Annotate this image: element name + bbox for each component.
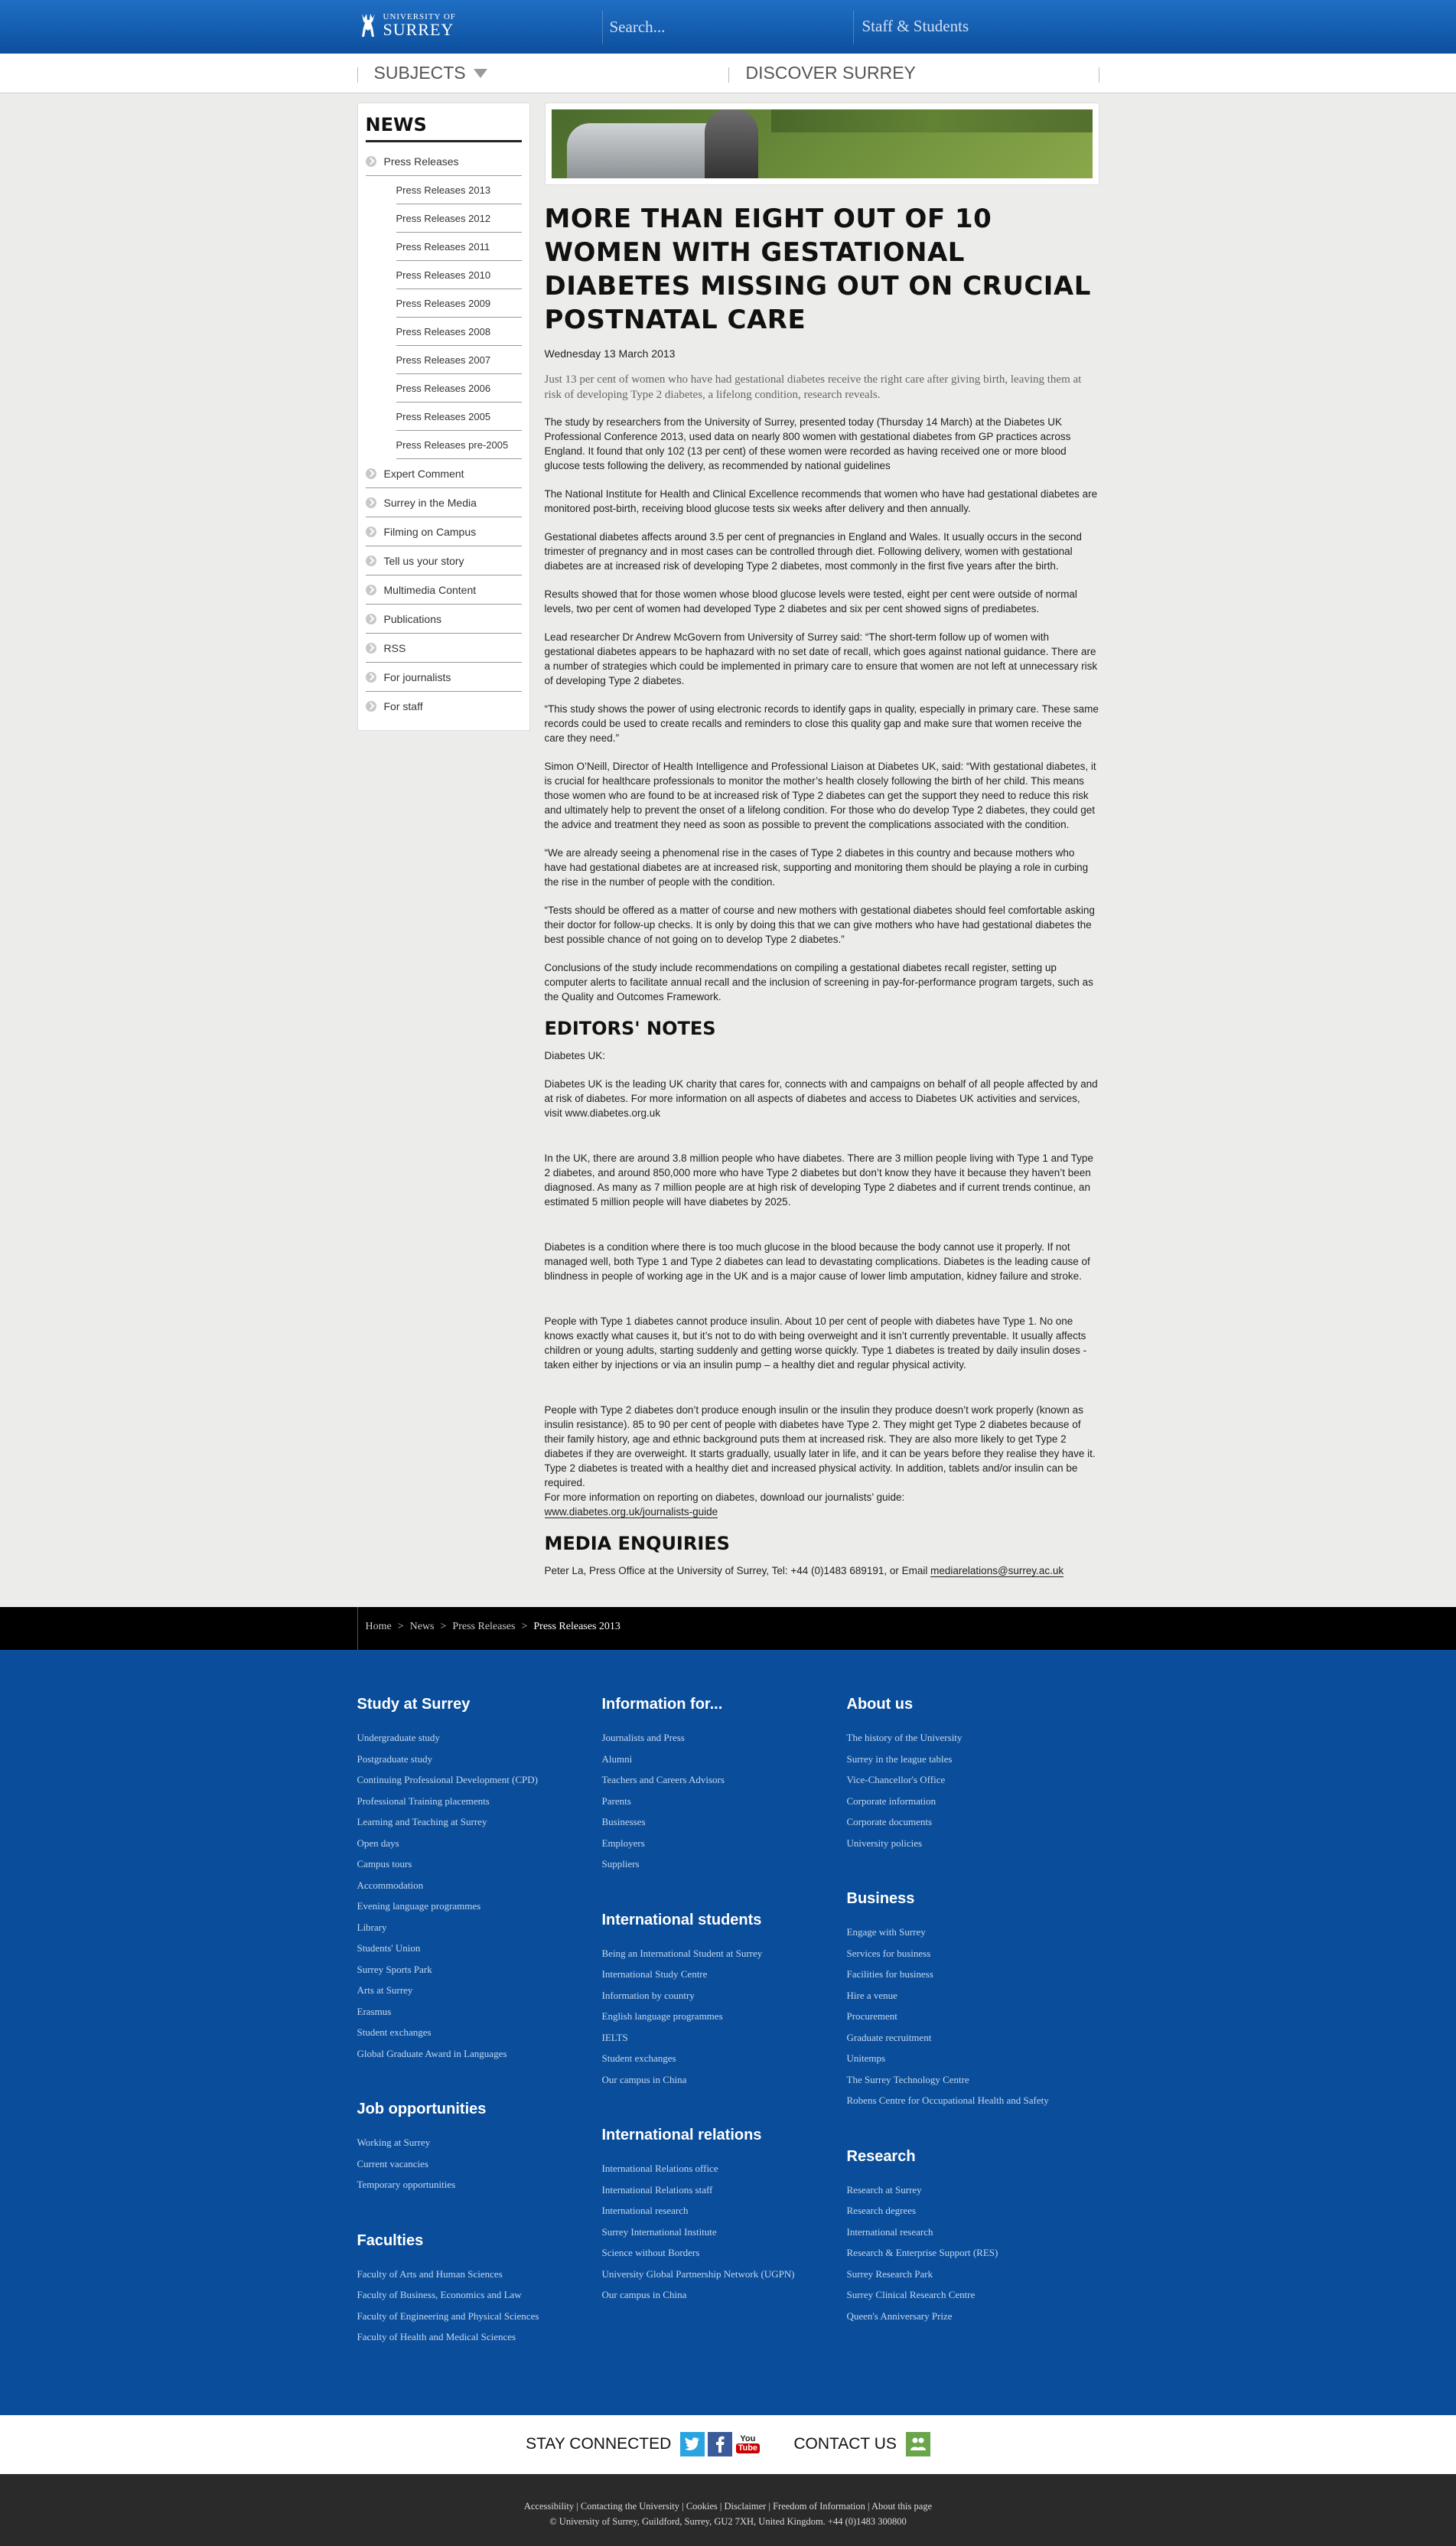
footer-link[interactable]: Current vacancies	[357, 2157, 428, 2169]
subjects-menu[interactable]	[374, 63, 487, 83]
footer-link[interactable]: Graduate recruitment	[846, 2031, 932, 2043]
media-email-link[interactable]: mediarelations@surrey.ac.uk	[930, 1565, 1064, 1576]
breadcrumb-news[interactable]: News	[409, 1621, 435, 1632]
content-area	[357, 103, 1099, 1607]
footer-link[interactable]: IELTS	[601, 2031, 628, 2043]
editors-paragraph: People with Type 2 diabetes don’t produce enough insulin or the insulin they produce doesn’t work properly (known as insulin resistance). 85 to 90 per cent of people with diabetes have Type 2. They might get Type 2 diabetes because of their family history, age and ethnic background puts them at increased risk. They are also more likely to get Type 2 diabetes if they are overweight. It starts gradually, usually later in life, and it can be years before they realise they have it. Type 2 diabetes is treated with a healthy diet and increased physical activity. In addition, tablets and/or insulin can be required.	[544, 1404, 1096, 1488]
sidebar-subitem[interactable]: Press Releases 2011	[396, 233, 522, 261]
footer-link-list	[357, 2264, 602, 2348]
footer-link[interactable]: Surrey in the league tables	[846, 1752, 953, 1765]
arrow-bullet-icon	[366, 556, 376, 566]
footer-column	[602, 1696, 847, 2385]
hero-person	[705, 109, 758, 178]
site-footer	[0, 1650, 1456, 2415]
sidebar-item-rss[interactable]	[366, 634, 522, 663]
footer-link[interactable]: Working at Surrey	[357, 2137, 431, 2148]
sidebar-item-label: Surrey in the Media	[383, 496, 477, 509]
nav-divider	[357, 67, 358, 83]
sidebar-item-label: For journalists	[383, 670, 451, 683]
sidebar-item-label: Tell us your story	[383, 554, 464, 567]
footer-link[interactable]: Unitemps	[846, 2052, 886, 2064]
footer-heading: About us	[846, 1696, 914, 1713]
youtube-bottom-text: Tube	[736, 2443, 760, 2453]
footer-link[interactable]: Research & Enterprise Support (RES)	[846, 2247, 998, 2258]
hero-photo	[552, 109, 1093, 178]
footer-link[interactable]: Procurement	[846, 2010, 897, 2022]
footer-heading: Study at Surrey	[357, 1696, 471, 1713]
editors-paragraph: Diabetes is a condition where there is too much glucose in the blood because the body cannot use it properly. If not managed well, both Type 1 and Type 2 diabetes can lead to devastating complications. Diabetes is the leading cause of blindness in people of working age in the UK and is a major cause of lower limb amputation, kidney failure and stroke.	[544, 1241, 1090, 1282]
footer-link[interactable]: The history of the University	[846, 1732, 963, 1743]
news-sidebar	[357, 103, 530, 731]
search-input[interactable]	[610, 15, 839, 38]
footer-heading: Information for...	[601, 1696, 723, 1713]
breadcrumb-separator: >	[397, 1621, 404, 1632]
facebook-icon[interactable]	[708, 2432, 732, 2456]
arrow-bullet-icon	[366, 614, 376, 624]
copyright-address: © University of Surrey, Guildford, Surrey, GU2 7XH, United Kingdom. +44 (0)1483 300800	[549, 2515, 907, 2527]
youtube-top-text: You	[740, 2434, 756, 2443]
sidebar-subitem[interactable]: Press Releases 2008	[396, 318, 522, 346]
breadcrumb	[357, 1607, 1099, 1650]
footer-link-list	[357, 2132, 602, 2196]
footer-link[interactable]: Arts at Surrey	[357, 1984, 413, 1996]
guide-text: For more information on reporting on diabetes, download our journalists’ guide:	[544, 1491, 905, 1503]
footer-link[interactable]: Faculty of Arts and Human Sciences	[357, 2267, 503, 2280]
editors-paragraph: Diabetes UK is the leading UK charity that cares for, connects with and campaigns on behalf of all people affected by and at risk of diabetes. For more information on all aspects of diabetes and access to Diabetes UK activities and services, visit www.diabetes.org.uk	[544, 1078, 1098, 1119]
editors-intro: Diabetes UK:	[544, 1050, 606, 1061]
sidebar-subitem[interactable]: Press Releases 2006	[396, 374, 522, 403]
sidebar-subitem[interactable]: Press Releases 2009	[396, 289, 522, 318]
arrow-bullet-icon	[366, 497, 376, 508]
footer-heading: Business	[846, 1890, 915, 1907]
subjects-label: SUBJECTS	[373, 63, 466, 83]
breadcrumb-bar	[0, 1607, 1456, 1650]
header-divider	[602, 11, 603, 44]
arrow-bullet-icon	[366, 156, 376, 167]
header-divider	[853, 11, 854, 44]
article-paragraph: Lead researcher Dr Andrew McGovern from University of Surrey said: “The short-term follow up of women with gestational diabetes appears to be haphazard with no set date of recall, which goes against national guidance. There are a number of strategies which could be implemented in primary care to ensure that women are not left at unnecessary risk of developing Type 2 diabetes.	[544, 631, 1098, 686]
main-nav	[0, 54, 1456, 93]
footer-link[interactable]: University policies	[846, 1837, 923, 1849]
legal-bar	[0, 2474, 1456, 2546]
footer-link[interactable]: Student exchanges	[357, 2026, 432, 2038]
footer-link[interactable]: International Study Centre	[601, 1968, 708, 1980]
stag-icon	[357, 11, 379, 40]
footer-link[interactable]: Campus tours	[357, 1858, 412, 1870]
media-enquiries-heading: MEDIA ENQUIRIES	[544, 1533, 730, 1554]
editors-notes-heading: EDITORS' NOTES	[544, 1018, 716, 1039]
breadcrumb-home[interactable]: Home	[365, 1621, 392, 1632]
footer-link[interactable]: International Relations staff	[601, 2183, 713, 2196]
footer-link[interactable]: Parents	[601, 1795, 631, 1807]
sidebar-item-label: Multimedia Content	[383, 583, 477, 596]
sidebar-item-label: Publications	[383, 612, 441, 625]
breadcrumb-separator: >	[521, 1621, 528, 1632]
footer-link[interactable]: Being an International Student at Surrey	[601, 1947, 763, 1959]
nav-divider	[728, 67, 729, 83]
sidebar-item-label: Press Releases	[383, 155, 459, 168]
sidebar-item-for-journalists[interactable]	[366, 663, 522, 692]
hero-trees	[771, 109, 1093, 132]
article-paragraph: “Tests should be offered as a matter of course and new mothers with gestational diabetes should feel comfortable asking their doctor for follow-up checks. It is only by doing this that we can give mothers who have had gestational diabetes the best possible chance of not going on to develop Type 2 diabetes.”	[544, 905, 1095, 945]
sidebar-item-multimedia-content[interactable]	[366, 575, 522, 605]
footer-link[interactable]: Robens Centre for Occupational Health and Safety	[846, 2095, 1049, 2106]
sidebar-item-filming-on-campus[interactable]	[366, 517, 522, 546]
contact-people-icon[interactable]	[906, 2432, 930, 2456]
hero-image-frame	[545, 103, 1099, 185]
footer-link[interactable]: English language programmes	[601, 2010, 723, 2022]
sidebar-item-label: RSS	[383, 641, 406, 654]
breadcrumb-separator: >	[440, 1621, 447, 1632]
footer-link[interactable]: International research	[846, 2225, 933, 2238]
article-date: Wednesday 13 March 2013	[544, 347, 676, 360]
footer-link[interactable]: Postgraduate study	[357, 1752, 433, 1765]
footer-link[interactable]: Our campus in China	[601, 2289, 687, 2300]
editors-notes	[545, 1048, 1099, 1519]
footer-link[interactable]: Learning and Teaching at Surrey	[357, 1816, 487, 1827]
discover-surrey-link[interactable]	[746, 63, 916, 83]
logo-big-text: SURREY	[383, 19, 454, 39]
article-paragraph: Conclusions of the study include recommendations on compiling a gestational diabetes recall register, setting up computer alerts to facilitate annual recall and the inclusion of screening in pay-for-performance program targets, such as the Quality and Outcomes Framework.	[544, 962, 1093, 1002]
footer-link[interactable]: Surrey Clinical Research Centre	[846, 2289, 976, 2300]
footer-link-list	[602, 1727, 847, 1875]
footer-link[interactable]: Faculty of Business, Economics and Law	[357, 2289, 522, 2300]
sidebar-item-surrey-in-the-media[interactable]	[366, 488, 522, 517]
footer-link[interactable]: Our campus in China	[601, 2073, 687, 2085]
footer-link[interactable]: Temporary opportunities	[357, 2179, 456, 2190]
article-paragraph: Results showed that for those women whose blood glucose levels were tested, eight per cent were outside of normal levels, two per cent of women had developed Type 2 diabetes and six per cent showed signs of prediabetes.	[544, 588, 1077, 614]
sidebar-subitem[interactable]: Press Releases 2013	[396, 176, 522, 204]
article-lead: Just 13 per cent of women who have had gestational diabetes receive the right care after giving birth, leaving them at risk of developing Type 2 diabetes, a lifelong condition, research reveals.	[544, 373, 1082, 401]
footer-link[interactable]: Businesses	[601, 1816, 646, 1827]
footer-link-list	[357, 1727, 602, 2064]
sidebar-item-press-releases[interactable]	[366, 147, 522, 176]
footer-link[interactable]: Services for business	[846, 1947, 931, 1959]
footer-link[interactable]: Continuing Professional Development (CPD)	[357, 1774, 539, 1785]
footer-link[interactable]: Research at Surrey	[846, 2183, 922, 2196]
sidebar-subitem[interactable]: Press Releases 2012	[396, 204, 522, 233]
stay-connected-label: STAY CONNECTED	[526, 2435, 672, 2453]
footer-link[interactable]: Queen's Anniversary Prize	[846, 2310, 953, 2322]
breadcrumb-press-releases[interactable]: Press Releases	[452, 1621, 516, 1632]
media-contact-text: Peter La, Press Office at the University of Surrey, Tel: +44 (0)1483 689191, or Email	[544, 1565, 928, 1576]
discover-label: DISCOVER SURREY	[745, 63, 916, 83]
footer-link[interactable]: Vice-Chancellor's Office	[846, 1774, 946, 1785]
footer-link[interactable]: Faculty of Engineering and Physical Sciences	[357, 2310, 539, 2322]
footer-link-list	[847, 1727, 1092, 1853]
footer-heading: International students	[601, 1911, 762, 1928]
sidebar-item-expert-comment[interactable]	[366, 459, 522, 488]
twitter-icon[interactable]	[680, 2432, 705, 2456]
footer-link[interactable]: The Surrey Technology Centre	[846, 2073, 969, 2085]
footer-link[interactable]: Corporate documents	[846, 1816, 933, 1827]
article-headline: MORE THAN EIGHT OUT OF 10 WOMEN WITH GESTATIONAL DIABETES MISSING OUT ON CRUCIAL POSTNATAL CARE	[544, 204, 1091, 335]
sidebar-title: NEWS	[366, 109, 522, 142]
footer-link[interactable]: Accommodation	[357, 1879, 424, 1891]
stay-connected-bar	[0, 2415, 1456, 2474]
footer-link[interactable]: International Relations office	[601, 2163, 718, 2174]
article-paragraph: The study by researchers from the University of Surrey, presented today (Thursday 14 March) at the Diabetes UK Professional Conference 2013, used data on nearly 800 women with gestational diabetes from GP practices across England. It found that only 102 (13 per cent) of these women were recorded as having received one or more blood glucose tests following the delivery, as recommended by national guidelines	[544, 416, 1071, 471]
article-paragraph: “We are already seeing a phenomenal rise in the cases of Type 2 diabetes in this country and because mothers who have had gestational diabetes are at increased risk, supporting and monitoring them should be playing a role in curbing the rise in the number of people with the condition.	[544, 847, 1089, 888]
article-paragraph: “This study shows the power of using electronic records to identify gaps in quality, especially in primary care. These same records could be used to create recalls and reminders to close this quality gap and make sure that women receive the care they need.”	[544, 703, 1099, 744]
sidebar-item-label: For staff	[383, 700, 423, 712]
sidebar-subitem[interactable]: Press Releases 2010	[396, 261, 522, 289]
footer-link[interactable]: Teachers and Careers Advisors	[601, 1774, 725, 1785]
footer-link[interactable]: Surrey Research Park	[846, 2267, 933, 2280]
sidebar-item-tell-us-your-story[interactable]	[366, 546, 522, 575]
footer-link[interactable]: Open days	[357, 1837, 399, 1849]
article-paragraph: Simon O’Neill, Director of Health Intelligence and Professional Liaison at Diabetes UK, said: “With gestational diabetes, it is crucial for healthcare professionals to monitor the mother’s health closely following the birth of her child. This means those women who are found to be at increased risk of Type 2 diabetes can get the support they need to reduce this risk and ultimately help to prevent the onset of a lifelong condition. For those who do develop Type 2 diabetes, they could get the advice and treatment they need as soon as possible to prevent the complications associated with the condition.	[544, 761, 1096, 830]
sidebar-subitem[interactable]: Press Releases 2005	[396, 403, 522, 431]
footer-link-list	[847, 2179, 1092, 2327]
footer-link[interactable]: Student exchanges	[601, 2052, 676, 2064]
footer-link[interactable]: Employers	[601, 1837, 645, 1849]
footer-link[interactable]: Global Graduate Award in Languages	[357, 2047, 507, 2059]
article-paragraph: Gestational diabetes affects around 3.5 per cent of pregnancies in England and Wales. It usually occurs in the second trimester of pregnancy and in most cases can be controlled through diet. Following delivery, women with gestational diabetes are at increased risk of developing Type 2 diabetes, most commonly in the first five years after the birth.	[544, 531, 1082, 572]
footer-link[interactable]: Professional Training placements	[357, 1795, 490, 1807]
footer-heading: International relations	[601, 2127, 762, 2143]
arrow-bullet-icon	[366, 643, 376, 654]
footer-link[interactable]: Corporate information	[846, 1795, 936, 1807]
editors-paragraph: In the UK, there are around 3.8 million people who have diabetes. There are 3 million people living with Type 1 and Type 2 diabetes, and around 850,000 more who have Type 2 diabetes but don’t know they have it because they haven’t been diagnosed. As many as 7 million people are at high risk of developing Type 2 diabetes and if current trends continue, an estimated 5 million people will have diabetes by 2025.	[544, 1152, 1093, 1208]
footer-link[interactable]: Surrey Sports Park	[357, 1963, 432, 1975]
editors-paragraph: People with Type 1 diabetes cannot produce insulin. About 10 per cent of people with diabetes have Type 1. No one knows exactly what causes it, but it’s not to do with being overweight and it isn’t currently preventable. It usually affects children or young adults, starting suddenly and getting worse quickly. Type 1 diabetes is treated by daily insulin doses - taken either by injections or via an insulin pump – a healthy diet and regular physical activity.	[544, 1315, 1087, 1371]
footer-heading: Research	[846, 2147, 916, 2165]
sidebar-item-for-staff[interactable]	[366, 692, 522, 721]
footer-link-list	[602, 1943, 847, 2091]
footer-link[interactable]: Faculty of Health and Medical Sciences	[357, 2331, 516, 2342]
footer-link-list	[847, 1922, 1092, 2111]
article-paragraph: The National Institute for Health and Clinical Excellence recommends that women who have had gestational diabetes are monitored post-birth, receiving blood glucose tests six weeks after delivery and then annually.	[544, 488, 1098, 514]
logo-small-text: UNIVERSITY OF	[383, 11, 456, 21]
legal-links[interactable]: Accessibility | Contacting the University | Cookies | Disclaimer | Freedom of Information | About this page	[523, 2500, 933, 2512]
footer-link[interactable]: University Global Partnership Network (UGPN)	[601, 2267, 795, 2280]
footer-heading: Job opportunities	[357, 2101, 487, 2117]
journalists-guide-link[interactable]: www.diabetes.org.uk/journalists-guide	[544, 1506, 718, 1517]
arrow-bullet-icon	[366, 468, 376, 479]
footer-link[interactable]: Evening language programmes	[357, 1900, 481, 1912]
footer-link[interactable]: Information by country	[601, 1989, 695, 2001]
footer-link[interactable]: Research degrees	[846, 2205, 917, 2216]
breadcrumb-current: Press Releases 2013	[533, 1621, 621, 1632]
sidebar-item-publications[interactable]	[366, 605, 522, 634]
footer-link[interactable]: Surrey International Institute	[601, 2225, 717, 2238]
site-header	[0, 0, 1456, 54]
staff-students-link[interactable]: Staff & Students	[862, 17, 969, 35]
footer-link[interactable]: Undergraduate study	[357, 1732, 440, 1743]
footer-link[interactable]: Library	[357, 1921, 387, 1933]
article	[545, 103, 1099, 1592]
contact-us-label: CONTACT US	[793, 2435, 897, 2453]
sidebar-item-label: Expert Comment	[383, 467, 464, 480]
dropdown-arrow-icon	[474, 69, 487, 78]
sidebar-subitem[interactable]: Press Releases 2007	[396, 346, 522, 374]
footer-link[interactable]: Suppliers	[601, 1858, 640, 1870]
footer-link[interactable]: International research	[601, 2205, 689, 2216]
arrow-bullet-icon	[366, 672, 376, 683]
university-logo[interactable]	[357, 11, 456, 40]
footer-column	[357, 1696, 602, 2385]
footer-column	[847, 1696, 1092, 2385]
footer-link[interactable]: Facilities for business	[846, 1968, 933, 1980]
footer-link[interactable]: Erasmus	[357, 2005, 392, 2017]
sidebar-item-label: Filming on Campus	[383, 525, 477, 538]
youtube-icon[interactable]	[735, 2432, 760, 2456]
footer-link[interactable]: Engage with Surrey	[846, 1926, 926, 1938]
arrow-bullet-icon	[366, 526, 376, 537]
sidebar-subitem[interactable]: Press Releases pre-2005	[396, 431, 522, 459]
arrow-bullet-icon	[366, 701, 376, 712]
footer-heading: Faculties	[357, 2231, 424, 2249]
footer-link[interactable]: Alumni	[601, 1752, 633, 1765]
arrow-bullet-icon	[366, 585, 376, 595]
footer-link[interactable]: Science without Borders	[601, 2247, 700, 2258]
footer-link-list	[602, 2158, 847, 2306]
footer-link[interactable]: Hire a venue	[846, 1989, 897, 2001]
footer-link[interactable]: Students' Union	[357, 1942, 421, 1954]
footer-link[interactable]: Journalists and Press	[601, 1732, 685, 1743]
